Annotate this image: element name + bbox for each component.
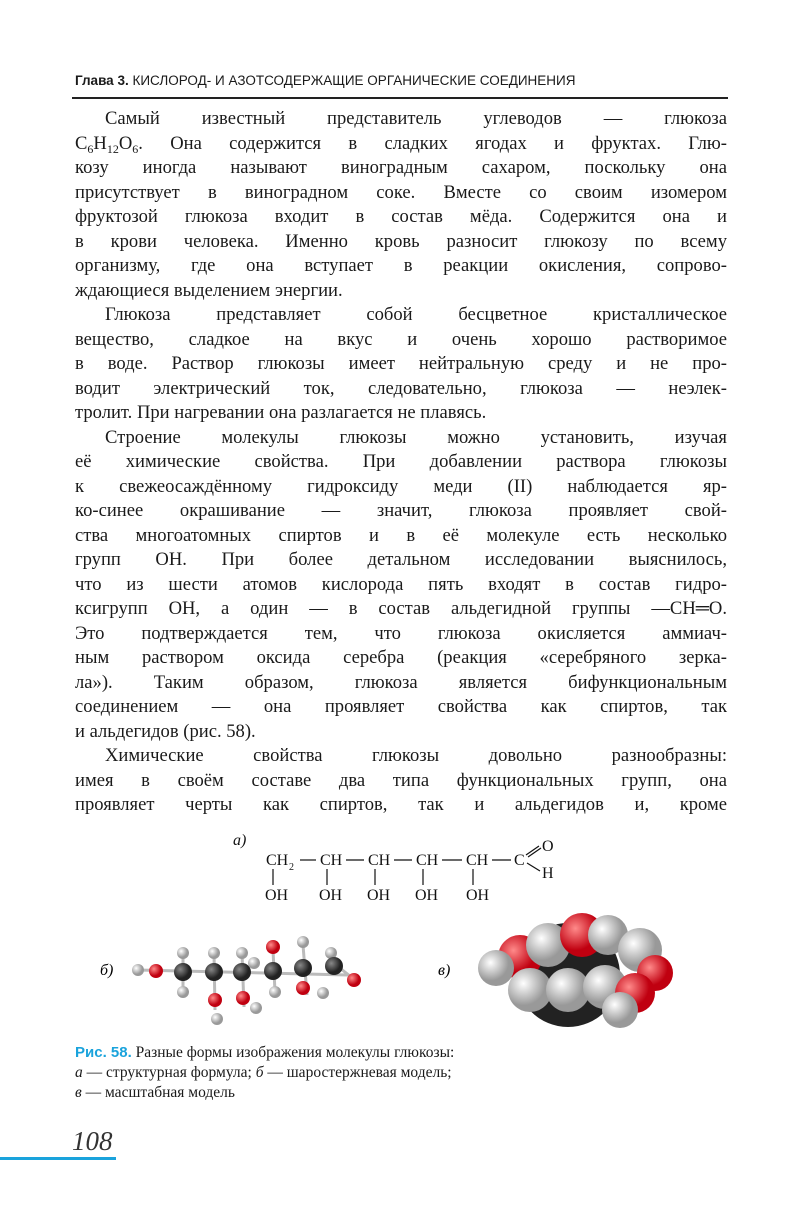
- label-b: б): [100, 962, 114, 979]
- text-line: ным раствором оксида серебра (реакция «серебряного зерка-: [75, 647, 727, 668]
- text-line: проявляет черты как спиртов, так и альдегидов и, кроме: [75, 794, 727, 815]
- text-line: вещество, сладкое на вкус и очень хорошо растворимое: [75, 328, 727, 350]
- text-line: в воде. Раствор глюкозы имеет нейтральную среду и не про-: [75, 353, 727, 374]
- text-line: ждающиеся выделением энергии.: [75, 279, 343, 301]
- text-line: имея в своём составе два типа функциональных групп, она: [75, 769, 727, 791]
- formula-h: H: [93, 132, 107, 154]
- text-line: её химические свойства. При добавлении раствора глюкозы: [75, 451, 727, 472]
- bonds: [273, 846, 541, 885]
- text-line: ко-синее окрашивание — значит, глюкоза проявляет свой-: [75, 500, 727, 521]
- formula-c-count: 6: [87, 141, 94, 156]
- caption-line: [75, 1043, 454, 1063]
- figure-58: [0, 825, 794, 1040]
- text-line: Глюкоза представляет собой бесцветное кристаллическое: [105, 304, 727, 325]
- atom-ch: CH: [368, 852, 391, 869]
- text-line: Строение молекулы глюкозы можно установить, изучая: [105, 426, 727, 448]
- text-line: ства многоатомных спиртов и в её молекуле есть несколько: [75, 524, 727, 546]
- caption-title: Разные формы изображения молекулы глюкозы:: [131, 1044, 455, 1061]
- text-line: к свежеосаждённому гидроксиду меди (II) наблюдается яр-: [75, 475, 727, 497]
- atom-ch: CH: [466, 852, 489, 869]
- caption-letter-b: б: [255, 1064, 264, 1081]
- atom-h: H: [542, 865, 554, 882]
- text-line: что из шести атомов кислорода пять входят в состав гидро-: [75, 573, 727, 595]
- formula-c: C: [75, 132, 88, 154]
- text-line: организму, где она вступает в реакции окисления, сопрово-: [75, 255, 727, 276]
- text-line: групп OH. При более детальном исследовании выяснилось,: [75, 549, 727, 570]
- text-line: тролит. При нагревании она разлагается не плавясь.: [75, 402, 487, 423]
- text-line-rest: . Она содержится в сладких ягодах и фруктах. Глю-: [138, 132, 727, 154]
- text-line-formula: [75, 132, 727, 157]
- header-rule: [72, 97, 728, 99]
- formula-o: O: [118, 132, 133, 154]
- atom-ch: CH: [320, 852, 343, 869]
- text-line: и альдегидов (рис. 58).: [75, 720, 256, 742]
- text-line: ксигрупп OH, а один — в состав альдегидной группы —CH═O.: [75, 598, 727, 619]
- caption-text-b: — шаростержневая модель;: [263, 1064, 452, 1081]
- atom-o: O: [542, 838, 554, 855]
- formula-o-count: 6: [132, 141, 139, 156]
- figure-caption: [75, 1043, 454, 1103]
- chapter-title: КИСЛОРОД- И АЗОТСОДЕРЖАЩИЕ ОРГАНИЧЕСКИЕ СОЕДИНЕНИЯ: [132, 73, 576, 88]
- text-line: фруктозой глюкоза входит в состав мёда. Содержится она и: [75, 206, 727, 227]
- group-oh: OH: [367, 887, 391, 904]
- caption-text-c: — масштабная модель: [81, 1084, 235, 1101]
- caption-letter-a: а: [75, 1064, 83, 1081]
- atom-ch: CH: [416, 852, 439, 869]
- label-c: в): [438, 962, 451, 979]
- page-number: 108: [72, 1126, 113, 1156]
- text-line: Это подтверждается тем, что глюкоза окисляется аммиач-: [75, 622, 727, 644]
- text-line: козу иногда называют виноградным сахаром, поскольку она: [75, 157, 727, 178]
- caption-text-a: — структурная формула;: [82, 1064, 256, 1081]
- atom-ch2: CH: [266, 852, 289, 869]
- group-oh: OH: [466, 887, 490, 904]
- chapter-number: Глава 3.: [75, 73, 129, 88]
- text-line: Самый известный представитель углеводов — глюкоза: [105, 108, 727, 129]
- atom-c: C: [514, 852, 525, 869]
- text-line: присутствует в виноградном соке. Вместе со своим изомером: [75, 181, 727, 203]
- caption-line: [75, 1083, 454, 1103]
- figure-label: Рис. 58.: [75, 1044, 132, 1061]
- page-number-accent-bar: [0, 1157, 116, 1160]
- space-filling-model: [478, 913, 673, 1028]
- caption-line: [75, 1063, 454, 1083]
- ball-and-stick-model: [132, 936, 361, 1025]
- text-line: в крови человека. Именно кровь разносит глюкозу по всему: [75, 230, 727, 252]
- text-line: ла»). Таким образом, глюкоза является бифункциональным: [75, 671, 727, 693]
- atom-ch2-subscript: 2: [289, 862, 294, 873]
- structural-formula: [233, 832, 554, 904]
- formula-h-count: 12: [106, 141, 119, 156]
- text-line: соединением — она проявляет свойства как спиртов, так: [75, 696, 727, 717]
- group-oh: OH: [319, 887, 343, 904]
- body-text: [75, 107, 727, 818]
- running-header: [75, 72, 727, 90]
- group-oh: OH: [415, 887, 439, 904]
- caption-letter-c: в: [75, 1084, 82, 1101]
- label-a: а): [233, 832, 247, 849]
- text-line: Химические свойства глюкозы довольно разнообразны:: [105, 745, 727, 766]
- text-line: водит электрический ток, следовательно, глюкоза — неэлек-: [75, 377, 727, 399]
- group-oh: OH: [265, 887, 289, 904]
